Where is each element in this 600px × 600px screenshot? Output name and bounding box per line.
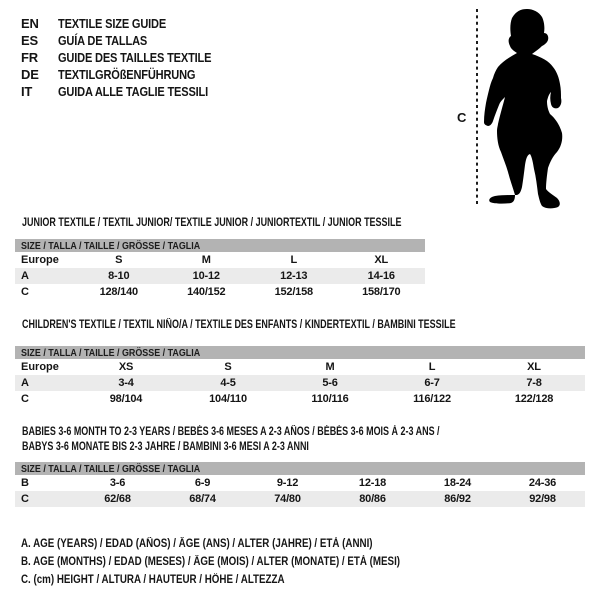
table-cell: 68/74 (189, 493, 216, 505)
legend-line-c: C. (cm) HEIGHT / ALTURA / HAUTEUR / HÖHE / ALTEZZA (21, 574, 285, 586)
row-label: Europe (21, 361, 59, 373)
language-title: GUIDA ALLE TAGLIE TESSILI (58, 84, 209, 99)
table-row (15, 284, 425, 300)
table-cell: 104/110 (209, 393, 247, 405)
table-cell: S (115, 254, 123, 266)
childrens-section-title: CHILDREN'S TEXTILE / TEXTIL NIÑO/A / TEXTILE DES ENFANTS / KINDERTEXTIL / BAMBINI TESSILE (22, 319, 456, 331)
language-code: EN (21, 16, 39, 31)
measure-legend (21, 535, 467, 589)
row-label: A (21, 377, 29, 389)
table-cell: 116/122 (413, 393, 451, 405)
table-cell: 122/128 (514, 393, 554, 405)
size-header-bar: SIZE / TALLA / TAILLE / GRÖSSE / TAGLIA (15, 462, 585, 475)
table-cell: 140/152 (187, 286, 226, 298)
table-cell: 18-24 (443, 477, 472, 489)
table-cell: M (325, 361, 335, 373)
language-row-fr (21, 49, 238, 66)
table-cell: 24-36 (528, 477, 557, 489)
size-header-bar: SIZE / TALLA / TAILLE / GRÖSSE / TAGLIA (15, 239, 425, 252)
table-row (15, 375, 585, 391)
table-cell: S (224, 361, 232, 373)
size-header-bar: SIZE / TALLA / TAILLE / GRÖSSE / TAGLIA (15, 346, 585, 359)
language-title: TEXTILE SIZE GUIDE (58, 16, 167, 31)
row-label: A (21, 270, 29, 282)
language-row-es (21, 32, 238, 49)
language-title: TEXTILGRÖßENFÜHRUNG (58, 67, 196, 82)
table-cell: L (428, 361, 436, 373)
table-cell: XL (527, 361, 541, 373)
table-cell: 128/140 (99, 286, 138, 298)
table-cell: 98/104 (109, 393, 143, 405)
row-label: C (21, 393, 29, 405)
table-cell: 9-12 (276, 477, 299, 489)
table-row (15, 391, 585, 407)
table-cell: 74/80 (274, 493, 301, 505)
row-label: Europe (21, 254, 59, 266)
row-label: C (21, 493, 29, 505)
table-cell: 110/116 (311, 393, 349, 405)
table-cell: 3-4 (118, 377, 134, 389)
language-code: IT (21, 84, 33, 99)
babies-section-title: BABIES 3-6 MONTH TO 2-3 YEARS / BEBÉS 3-6 MESES A 2-3 AÑOS / BÉBÉS 3-6 MOIS À 2-3 ANS / BABYS 3-6 MONATE BIS 2-3 JAHRE / BAMBINI 3-6 MESI A 2-3 ANNI (22, 426, 440, 453)
language-code: FR (21, 50, 38, 65)
table-cell: 3-6 (109, 477, 126, 489)
measure-label-c: C (457, 110, 467, 125)
table-row (15, 359, 585, 375)
language-title-block (21, 15, 238, 100)
row-label: C (21, 286, 29, 298)
table-cell: M (201, 254, 211, 266)
table-cell: 4-5 (220, 377, 236, 389)
table-cell: 10-12 (192, 270, 220, 282)
table-cell: 6-7 (424, 377, 440, 389)
language-row-it (21, 83, 238, 100)
table-cell: XL (374, 254, 389, 266)
table-cell: L (290, 254, 298, 266)
table-row (15, 491, 585, 507)
child-figure (450, 4, 590, 212)
table-cell: 6-9 (194, 477, 211, 489)
babies-size-table (15, 462, 585, 507)
table-cell: 62/68 (104, 493, 131, 505)
table-cell: 12-18 (358, 477, 387, 489)
table-cell: XS (118, 361, 134, 373)
table-cell: 12-13 (280, 270, 308, 282)
junior-section-title: JUNIOR TEXTILE / TEXTIL JUNIOR/ TEXTILE JUNIOR / JUNIORTEXTIL / JUNIOR TESSILE (22, 217, 402, 229)
table-row (15, 268, 425, 284)
language-title: GUIDE DES TAILLES TEXTILE (58, 50, 212, 65)
language-title: GUÍA DE TALLAS (58, 33, 148, 48)
legend-line-b: B. AGE (MONTHS) / EDAD (MESES) / ÂGE (MOIS) / ALTER (MONATE) / ETÀ (MESI) (21, 556, 401, 568)
table-cell: 92/98 (529, 493, 556, 505)
table-row (15, 252, 425, 268)
junior-size-table (15, 239, 425, 300)
table-cell: 14-16 (367, 270, 395, 282)
legend-line-a: A. AGE (YEARS) / EDAD (AÑOS) / ÂGE (ANS) / ALTER (JAHRE) / ETÀ (ANNI) (21, 538, 373, 550)
table-cell: 8-10 (108, 270, 130, 282)
row-label: B (21, 477, 29, 489)
table-cell: 86/92 (444, 493, 471, 505)
table-cell: 5-6 (322, 377, 338, 389)
language-row-en (21, 15, 238, 32)
language-row-de (21, 66, 238, 83)
table-cell: 7-8 (526, 377, 542, 389)
child-silhouette-icon (484, 9, 562, 208)
childrens-size-table (15, 346, 585, 407)
table-row (15, 475, 585, 491)
table-cell: 80/86 (359, 493, 386, 505)
language-code: DE (21, 67, 39, 82)
table-cell: 158/170 (362, 286, 401, 298)
language-code: ES (21, 33, 38, 48)
table-cell: 152/158 (274, 286, 313, 298)
